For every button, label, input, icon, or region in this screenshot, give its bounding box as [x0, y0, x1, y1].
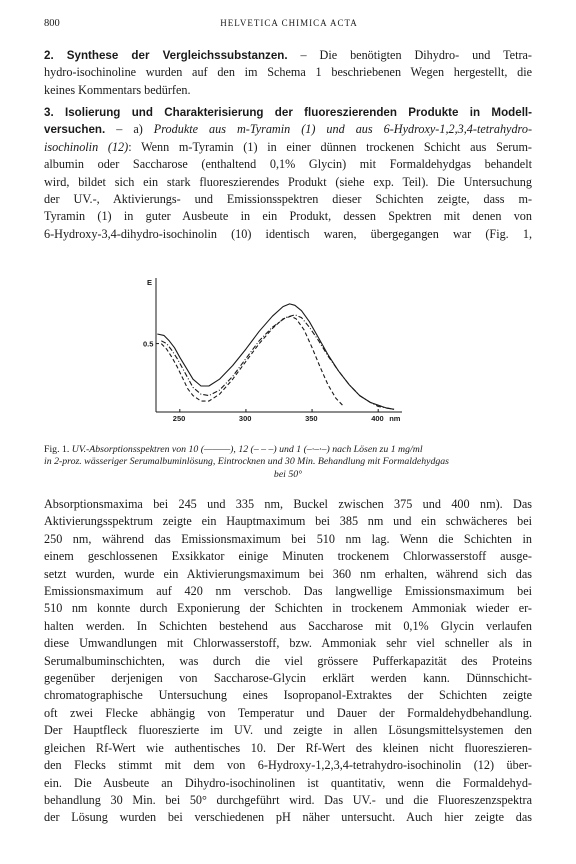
section-2-line: hydro-isochinoline wurden auf den im Schema 1 beschriebenen Wegen hergestellt, die: [44, 65, 532, 80]
page-number: 800: [44, 18, 60, 29]
uv-spectrum-chart: [140, 274, 410, 439]
body-line: Aktivierungsspektrum zeigte ein Hauptmaximum bei 385 nm und ein schwächeres bei: [44, 514, 532, 529]
body-line: Absorptionsmaxima bei 245 und 335 nm, Buckel zwischen 375 und 400 nm). Das: [44, 497, 532, 511]
x-tick-label: 350: [305, 414, 318, 423]
body-line: der Lösung wurden bei verschiedenen pH näher untersucht. Auch hier zeigte das: [44, 810, 532, 825]
caption-line: UV.-Absorptionsspektren von 10 (———), 12 (– – –) und 1 (–·–·–) nach Lösen zu 1 mg/ml: [69, 444, 423, 455]
section-3-line: albumin oder Saccharose (enthaltend 0,1% Glycin) mit Formaldehydgas behandelt: [44, 157, 532, 172]
body-paragraph: [44, 496, 532, 827]
body-line: chromatographische Untersuchung eines Isopropanol-Extraktes der Schichten zeigte: [44, 688, 532, 703]
section-3-subheading: Produkte aus m-Tyramin (1) und aus 6-Hydroxy-1,2,3,4-tetrahydro-: [153, 122, 533, 137]
body-line: setzt wurden, wurde ein Aktivierungsmaximum bei 360 nm erhalten, während sich das: [44, 566, 532, 581]
body-line: gleichen Rf-Wert wie authentisches 10. Der Rf-Wert des kleinen nicht fluoreszieren-: [44, 740, 532, 755]
section-3-line: der UV.-, Aktivierungs- und Emissionsspektren dieser Schichten zeigte, dass m-: [44, 192, 532, 207]
journal-title: HELVETICA CHIMICA ACTA: [220, 18, 358, 28]
section-3-line: Tyramin (1) in guter Ausbeute in ein Produkt, dessen Spektren mit denen von: [44, 209, 532, 224]
section-3-paragraph: [44, 104, 532, 243]
body-line: halten werden. In Schichten bestehend aus Saccharose mit 0,1% Glycin verlaufen: [44, 618, 532, 633]
body-line: einem geschlossenen Exsikkator einige Minuten trockenem Chlorwasserstoff ausge-: [44, 549, 532, 564]
body-line: oft zwei Flecke abhängig von Temperatur und Dauer der Formaldehydbehandlung.: [44, 705, 532, 720]
section-3-text: : Wenn m-Tyramin (1) in einer dünnen trockenen Schicht aus Serum-: [128, 139, 532, 154]
body-line: ein. Die Ausbeute an Dihydro-isochinolinen ist quantitativ, wenn die Formaldehyd-: [44, 775, 532, 790]
body-line: Emissionsmaximum auf 420 nm verschob. Das langwellige Emissionsmaximum bei: [44, 584, 532, 599]
y-axis-label: E: [147, 278, 153, 287]
section-2-line: keines Kommentars bedürfen.: [44, 82, 191, 97]
body-line: Serumalbuminschichten, was durch die viel grössere Pufferkapazität des Proteins: [44, 653, 532, 668]
caption-line: bei 50°: [273, 468, 303, 480]
figure-caption: [44, 444, 532, 481]
section-3-subheading-end: isochinolin (12): [44, 139, 129, 154]
figure-1: [140, 274, 410, 439]
body-line: 250 nm, während das Emissionsmaximum bei 510 nm lag. Wenn die Schichten in: [44, 531, 532, 546]
body-line: gegenüber derjenigen von Saccharose-Glycin erklärt werden kann. Dünnschicht-: [44, 671, 532, 686]
section-3-text: – a): [105, 122, 154, 137]
section-2-paragraph: [44, 47, 532, 99]
section-3-line: 6-Hydroxy-3,4-dihydro-isochinolin (10) identisch waren, übergegangen war (Fig. 1,: [44, 226, 532, 241]
x-unit-label: nm: [389, 414, 401, 423]
body-line: Der Hauptfleck fluoreszierte im UV. und zeigte in allen Lösungsmittelsystemen den: [44, 723, 532, 738]
section-3-heading: 3. Isolierung und Charakterisierung der fluoreszierenden Produkte in Modell-: [44, 106, 532, 119]
figure-label: Fig. 1.: [44, 444, 70, 455]
x-tick-label: 300: [238, 414, 252, 423]
series-line-10: [157, 304, 394, 409]
section-2-line: – Die benötigten Dihydro- und Tetra-: [287, 48, 532, 62]
body-line: diese Umwandlungen mit Chlorwasserstoff, bzw. Ammoniak sehr viel schneller als in: [44, 636, 532, 651]
caption-line: in 2-proz. wässeriger Serumalbuminlösung, Eintrocknen und 30 Min. Behandlung mit Formaldehydgas: [44, 456, 449, 468]
y-tick-label: 0.5: [143, 339, 154, 349]
x-tick-label: 250: [172, 414, 186, 423]
series-line-1: [161, 315, 394, 410]
series-line-12: [161, 316, 343, 406]
page-header: [44, 18, 534, 34]
body-line: 510 nm konnte durch Exponierung der Schichten in trockenem Ammoniak wieder er-: [44, 601, 532, 616]
section-2-heading: 2. Synthese der Vergleichssubstanzen.: [44, 49, 288, 62]
body-line: den Flecks stimmt mit dem von 6-Hydroxy-1,2,3,4-tetrahydro-isochinolin (12) über-: [44, 758, 532, 773]
body-line: behandlung 30 Min. bei 50° durchgeführt wird. Das UV.- und die Fluoreszenzspektra: [44, 792, 532, 807]
section-3-line: wird, bildet sich ein stark fluoreszierendes Produkt (siehe exp. Teil). Die Untersuchung: [44, 174, 532, 189]
x-tick-label: 400: [371, 414, 384, 423]
section-3-heading-end: versuchen.: [44, 123, 106, 137]
